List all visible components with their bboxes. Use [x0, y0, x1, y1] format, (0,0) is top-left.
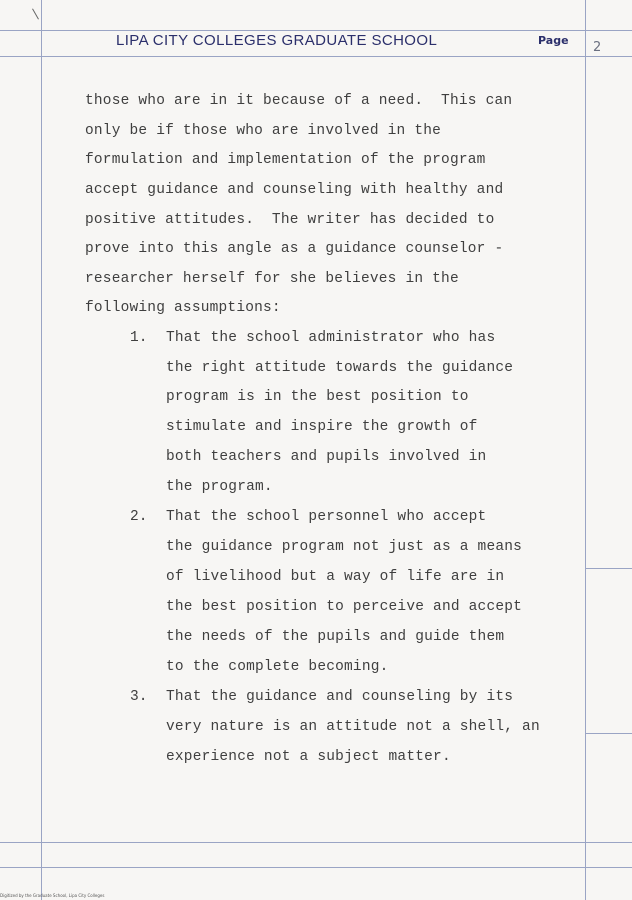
intro-line: those who are in it because of a need. This can	[85, 93, 513, 109]
assumption-line: program is in the best position to	[166, 389, 469, 405]
footer-top-rule	[0, 842, 632, 843]
footer-bottom-rule	[0, 867, 632, 868]
intro-line: prove into this angle as a guidance counselor -	[85, 241, 504, 257]
assumption-line: the needs of the pupils and guide them	[166, 629, 505, 645]
assumption-number: 1.	[130, 330, 148, 346]
header-top-rule	[0, 30, 632, 31]
assumption-number: 3.	[130, 689, 148, 705]
assumption-line: the best position to perceive and accept	[166, 599, 523, 615]
digitization-footer: Digitized by the Graduate School, Lipa City Colleges	[0, 893, 105, 898]
intro-line: researcher herself for she believes in the	[85, 271, 459, 287]
assumption-line: That the school personnel who accept	[166, 509, 487, 525]
assumption-line: experience not a subject matter.	[166, 749, 451, 765]
assumption-line: the guidance program not just as a means	[166, 539, 523, 555]
page-number: 2	[593, 40, 602, 55]
page-label: Page	[538, 34, 569, 47]
assumption-line: the program.	[166, 479, 273, 495]
punch-mark	[32, 9, 39, 20]
assumption-line: That the school administrator who has	[166, 330, 496, 346]
assumption-line: the right attitude towards the guidance	[166, 360, 514, 376]
assumption-line: stimulate and inspire the growth of	[166, 419, 478, 435]
right-edge-rule-b	[585, 733, 632, 734]
intro-line: following assumptions:	[85, 300, 281, 316]
intro-line: positive attitudes. The writer has decided to	[85, 212, 495, 228]
assumption-line: very nature is an attitude not a shell, an	[166, 719, 540, 735]
right-margin-rule	[585, 0, 586, 900]
right-edge-rule-a	[585, 568, 632, 569]
assumption-line: of livelihood but a way of life are in	[166, 569, 505, 585]
intro-line: accept guidance and counseling with healthy and	[85, 182, 504, 198]
school-header-title: LIPA CITY COLLEGES GRADUATE SCHOOL	[116, 32, 438, 49]
assumption-line: both teachers and pupils involved in	[166, 449, 487, 465]
assumption-line: to the complete becoming.	[166, 659, 389, 675]
intro-line: only be if those who are involved in the	[85, 123, 442, 139]
intro-line: formulation and implementation of the program	[85, 152, 486, 168]
left-margin-rule	[41, 0, 42, 900]
header-bottom-rule	[0, 56, 632, 57]
assumption-line: That the guidance and counseling by its	[166, 689, 514, 705]
assumption-number: 2.	[130, 509, 148, 525]
